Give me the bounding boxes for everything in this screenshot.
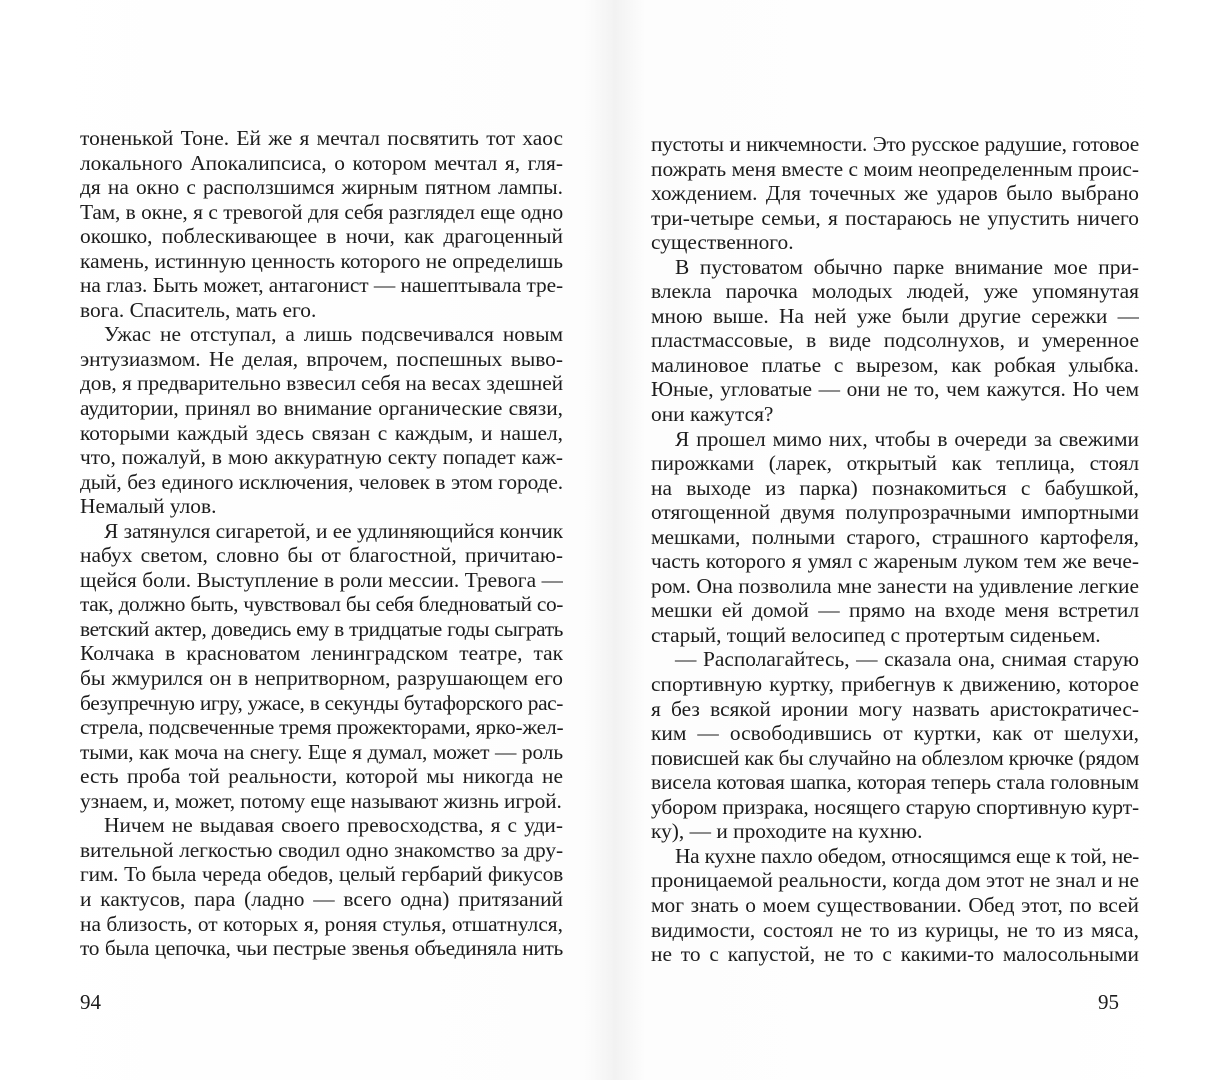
text-line: которыми каждый здесь связан с каждым, и нашел,	[80, 420, 563, 445]
text-line: ку), — и проходите на кухню.	[651, 819, 923, 844]
text-line: проницаемой реальности, когда дом этот не знал и не	[651, 868, 1139, 893]
text-line: безупречную игру, ужасе, в секунды бутафорского рас-	[80, 690, 563, 715]
text-line: часть которого я умял с жареным луком тем же вече-	[651, 549, 1139, 574]
text-line: пожрать меня вместе с моим неопределенным проис-	[651, 156, 1139, 181]
text-line: стрела, подсвеченные тремя прожекторами, ярко-жел-	[80, 715, 563, 740]
text-line: три-четыре семьи, я постараюсь не упустить ничего	[651, 205, 1139, 230]
text-line: ким — освободившись от куртки, как от шелухи,	[651, 721, 1139, 746]
text-line: мешками, полными старого, страшного картофеля,	[651, 524, 1139, 549]
text-line: мешки ей домой — прямо на входе меня встретил	[651, 598, 1139, 623]
text-line: так, должно быть, чувствовал бы себя бледноватый со-	[80, 592, 563, 617]
text-line: Колчака в красноватом ленинградском театре, так	[80, 641, 563, 666]
text-line: дя на окно с расползшимся жирным пятном лампы.	[80, 175, 563, 200]
text-line: Я прошел мимо них, чтобы в очереди за свежими	[675, 426, 1139, 451]
text-line: аудитории, принял во внимание органические связи,	[80, 396, 563, 421]
text-line: щейся боли. Выступление в роли мессии. Тревога —	[80, 567, 563, 592]
text-line: вительной легкостью сводил одно знакомство за дру-	[80, 837, 563, 862]
text-line: висела котовая шапка, которая теперь стала головным	[651, 770, 1139, 795]
text-line: локального Апокалипсиса, о котором мечтал я, гля-	[80, 150, 563, 175]
text-line: малиновое платье с вырезом, как робкая улыбка.	[651, 352, 1139, 377]
text-line: есть проба той реальности, которой мы никогда не	[80, 764, 563, 789]
text-line: на близость, от которых я, роняя стулья, отшатнулся,	[80, 911, 563, 936]
text-line: Ужас не отступал, а лишь подсвечивался новым	[104, 322, 563, 347]
text-line: они кажутся?	[651, 402, 774, 427]
text-line: спортивную куртку, прибегнув к движению, которое	[651, 672, 1139, 697]
text-line: гим. То была череда обедов, целый гербарий фикусов	[80, 862, 563, 887]
text-line: отягощенной двумя полупрозрачными импортными	[651, 500, 1139, 525]
text-line: то была цепочка, чьи пестрые звенья объединяла нить	[80, 936, 563, 961]
text-line: узнаем, и, может, потому еще называют жизнь игрой.	[80, 788, 562, 813]
text-line: Там, в окне, я с тревогой для себя разглядел еще одно	[80, 199, 563, 224]
text-line: мог знать о моем существовании. Обед этот, по всей	[651, 892, 1139, 917]
text-line: ветский актер, доведись ему в тридцатые годы сыграть	[80, 616, 563, 641]
text-line: камень, истинную ценность которого не определишь	[80, 248, 563, 273]
text-line: окошко, поблескивающее в ночи, как драгоценный	[80, 224, 563, 249]
text-line: Я затянулся сигаретой, и ее удлиняющийся кончик	[104, 518, 563, 543]
right-page-text	[651, 132, 1139, 967]
text-line: на выходе из парка) познакомиться с бабушкой,	[651, 475, 1139, 500]
text-line: пластмассовые, в виде подсолнухов, и умеренное	[651, 328, 1139, 353]
text-line: бы жмурился он в непритворном, разрушающем его	[80, 666, 563, 691]
text-line: ром. Она позволила мне занести на удивление легкие	[651, 573, 1139, 598]
text-line: старый, тощий велосипед с протертым сиденьем.	[651, 622, 1101, 647]
text-line: что, пожалуй, в мою аккуратную секту попадет каж-	[80, 445, 563, 470]
text-line: дый, без единого исключения, человек в этом городе.	[80, 469, 563, 494]
text-line: хождением. Для точечных же ударов было выбрано	[651, 181, 1139, 206]
text-line: тоненькой Тоне. Ей же я мечтал посвятить тот хаос	[80, 126, 563, 150]
right-page	[609, 0, 1218, 1080]
text-line: тыми, как моча на снегу. Еще я думал, может — роль	[80, 739, 563, 764]
text-line: не то с капустой, не то с какими-то малосольными	[651, 942, 1139, 967]
text-line: убором призрака, носящего старую спортивную курт-	[651, 794, 1139, 819]
text-line: В пустоватом обычно парке внимание мое при-	[675, 254, 1139, 279]
text-line: на глаз. Быть может, антагонист — нашептывала тре-	[80, 273, 563, 298]
text-line: Немалый улов.	[80, 494, 217, 519]
text-line: набух светом, словно бы от благостной, причитаю-	[80, 543, 563, 568]
text-line: — Располагайтесь, — сказала она, снимая старую	[675, 647, 1139, 672]
text-line: дов, я предварительно взвесил себя на весах здешней	[80, 371, 563, 396]
text-line: пустоты и никчемности. Это русское радушие, готовое	[651, 132, 1139, 156]
text-line: я без всякой иронии могу назвать аристократичес-	[651, 696, 1139, 721]
text-line: Ничем не выдавая своего превосходства, я с уди-	[104, 813, 563, 838]
text-line: повисшей как бы случайно на облезлом крючке (рядом	[651, 745, 1139, 770]
text-line: и кактусов, пара (ладно — всего одна) притязаний	[80, 886, 563, 911]
left-page-text	[80, 126, 563, 961]
text-line: существенного.	[651, 230, 794, 255]
text-line: вога. Спаситель, мать его.	[80, 297, 317, 322]
text-line: мною выше. На ней уже были другие сережки —	[651, 303, 1139, 328]
text-line: энтузиазмом. Не делая, впрочем, поспешных выво-	[80, 346, 563, 371]
text-line: На кухне пахло обедом, относящимся еще к той, не-	[675, 843, 1139, 868]
text-line: пирожками (ларек, открытый как теплица, стоял	[651, 451, 1139, 476]
page-number: 94	[80, 990, 101, 1014]
text-line: видимости, состоял не то из курицы, не то из мяса,	[651, 917, 1139, 942]
page-number: 95	[1098, 990, 1119, 1014]
text-line: влекла парочка молодых людей, уже упомянутая	[651, 279, 1139, 304]
text-line: Юные, угловатые — они не то, чем кажутся. Но чем	[651, 377, 1139, 402]
